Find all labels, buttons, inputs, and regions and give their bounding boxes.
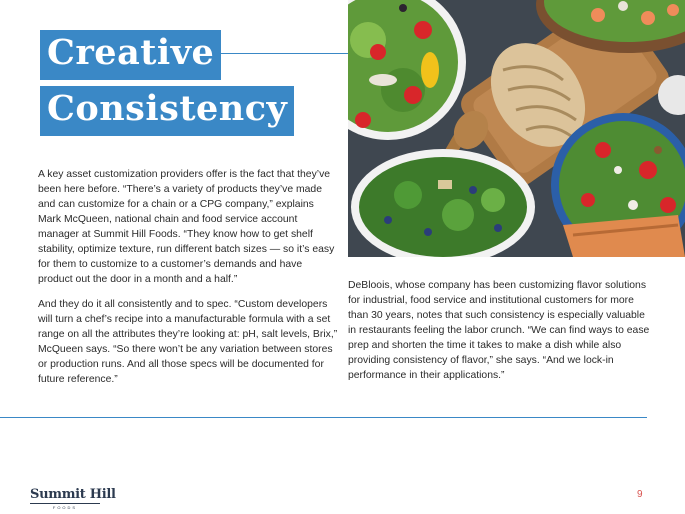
title-line-2: Consistency <box>40 86 294 136</box>
body-paragraph-1: A key asset customization providers offer is the fact that they’ve been here before. “There’s a variety of products they’ve made and can customize for a chain or a CPG company,” explains Mark McQueen, national chain and food service account manager at Summit Hill Foods. “They know how to get shelf stability, optimize texture, run different batch sizes — so it’s easy for them to customize to a customer’s demands and have product out the door in a month and a half.” <box>38 169 335 285</box>
logo-subtitle: FOODS <box>30 503 100 510</box>
body-paragraph-3: DeBloois, whose company has been customizing flavor solutions for industrial, food service and institutional customers for more than 30 years, notes that such consistency is especially valuable in restaurants feeling the labor crunch. “We can find ways to ease prep and shorten the time it takes to make a dish while also providing consistency of flavor,” she says. “And we lock-in performance in their applications.” <box>348 280 650 381</box>
title-line-1: Creative <box>40 30 221 80</box>
salad-photo <box>348 0 685 257</box>
page-number: 9 <box>637 489 643 500</box>
body-paragraph-2: And they do it all consistently and to spec. “Custom developers will turn a chef’s recipe into a manufacturable formula with a set range on all the attributes they’re looking at: pH, salt levels, Brix,” McQueen says. “So there won’t be any variation between stores or production runs. And all those specs will be documented for future reference.” <box>38 299 338 385</box>
logo-name: Summit Hill <box>30 487 116 502</box>
summit-hill-logo <box>30 487 116 510</box>
footer-rule <box>0 417 647 418</box>
